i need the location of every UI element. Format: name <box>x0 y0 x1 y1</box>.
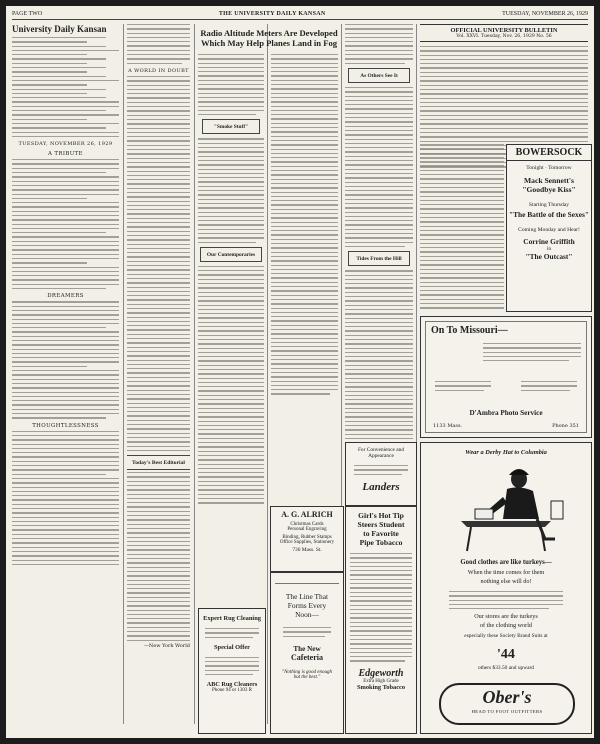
pipe-tobacco-ad <box>345 506 417 734</box>
studio-address: 1133 Mass. <box>433 423 463 429</box>
others-see-box <box>348 68 410 83</box>
bulletin-volume: Vol. XXVI. Tuesday, Nov. 26, 1929 No. 56 <box>456 34 552 39</box>
bowersock-line-5: "The Battle of the Sexes" <box>508 210 590 219</box>
alrich-name: A. G. ALRICH <box>281 510 333 519</box>
alrich-line-3: Binding, Rubber Stamps <box>282 535 332 540</box>
tides-title: Tides From the Hill <box>356 256 402 263</box>
alrich-ad <box>270 506 344 572</box>
smoke-stuff-title: "Smoke Stuff" <box>213 124 249 131</box>
bowersock-line-9: "The Outcast" <box>525 252 573 261</box>
edgeworth-brand: Edgeworth <box>358 667 404 679</box>
rug-special: Special Offer <box>213 643 251 651</box>
alrich-line-1: Christmas Cards <box>290 522 324 527</box>
editorial-signature: —New York World <box>143 642 190 649</box>
suit-price-note: others $33.50 and upward <box>478 665 534 671</box>
cafeteria-line-1: The Line That <box>285 592 329 601</box>
editorial-heading-dreamers: DREAMERS <box>47 293 84 300</box>
bowersock-ad <box>506 144 592 312</box>
tobacco-line-3: to Favorite <box>363 529 399 538</box>
newspaper-name: THE UNIVERSITY DAILY KANSAN <box>218 11 326 17</box>
rug-cleaning-ad <box>198 608 266 734</box>
bowersock-line-7: Corrine Griffith <box>523 237 575 246</box>
derby-line-5: of the clothing world <box>479 622 533 629</box>
bulletin-title: OFFICIAL UNIVERSITY BULLETIN <box>450 27 558 34</box>
page-header <box>12 9 588 20</box>
derby-line-6: especially these Society Brand Suits at <box>464 633 548 639</box>
alrich-line-5: 736 Mass. St. <box>292 547 322 553</box>
tobacco-line-2: Steers Student <box>357 520 405 529</box>
rug-company: ABC Rug Cleaners <box>206 681 258 689</box>
smoke-stuff-box <box>202 119 260 134</box>
column-2 <box>127 24 190 726</box>
tobacco-line-4: Pipe Tobacco <box>359 538 403 547</box>
obers-name: Ober's <box>482 687 532 707</box>
main-headline-block <box>196 28 342 48</box>
bowersock-line-2: Mack Sennett's <box>524 176 574 185</box>
best-editorial-heading: Today's Best Editorial <box>132 460 185 467</box>
alrich-line-4: Office Supplies, Stationery <box>279 540 335 545</box>
derby-title: Wear a Derby Hat to Columbia <box>465 449 547 456</box>
derby-line-2: When the time comes for them <box>467 569 545 576</box>
contemporaries-title: Our Contemporaries <box>206 251 256 258</box>
landers-line-1: For Convenience and Appearance <box>357 447 405 459</box>
headline-line-1: Radio Altitude Meters Are Developed <box>200 28 338 38</box>
edgeworth-sub-1: Extra High Grade <box>363 678 399 684</box>
obers-logo <box>439 683 575 725</box>
derby-line-1: Good clothes are like turkeys— <box>460 559 552 566</box>
rug-title: Expert Rug Cleaning <box>203 615 261 622</box>
issue-date: TUESDAY, NOVEMBER 26, 1929 <box>502 11 588 17</box>
editorial-heading-tribute: A TRIBUTE <box>47 151 84 158</box>
editorial-heading-world-doubt: A WORLD IN DOUBT <box>128 67 189 74</box>
headline-line-2: Which May Help Planes Land in Fog <box>200 38 338 48</box>
landers-ad <box>345 442 417 506</box>
bowersock-line-8: in <box>546 246 552 252</box>
column-1 <box>12 24 119 726</box>
landers-name: Landers <box>362 480 400 493</box>
bowersock-line-3: "Goodbye Kiss" <box>522 185 576 194</box>
derby-hat-ad <box>420 442 592 734</box>
page-number: PAGE TWO <box>12 11 43 17</box>
bowersock-line-6: Coming Monday and Hear! <box>518 227 580 233</box>
rug-phone: Phone 94 or 1303 R <box>212 688 252 694</box>
column-6-text <box>420 144 504 310</box>
missouri-ad <box>420 316 592 438</box>
bowersock-title: BOWERSOCK <box>507 147 591 161</box>
tobacco-line-1: Girl's Hot Tip <box>358 511 404 520</box>
obers-tagline: HEAD TO FOOT OUTFITTERS <box>471 709 543 714</box>
derby-line-4: Our stores are the turkeys <box>474 613 538 620</box>
derby-line-3: nothing else will do! <box>480 578 532 585</box>
masthead-date: TUESDAY, NOVEMBER 26, 1929 <box>18 141 113 148</box>
edgeworth-sub-2: Smoking Tobacco <box>356 683 406 691</box>
contemporaries-box <box>200 247 262 262</box>
man-at-table-illustration-icon <box>441 461 571 553</box>
newspaper-page <box>6 6 594 738</box>
alrich-line-2: Personal Engraving <box>287 527 327 532</box>
cafeteria-line-4: The New <box>293 644 321 653</box>
tides-box <box>348 251 410 266</box>
cafeteria-line-5: Cafeteria <box>291 652 323 662</box>
missouri-title: On To Missouri— <box>431 325 508 336</box>
editorial-heading-thoughtlessness: THOUGHTLESSNESS <box>32 422 99 429</box>
others-see-title: As Others See It <box>360 72 398 79</box>
cafeteria-line-6: "Nothing is good enough but the best." <box>281 669 333 680</box>
cafeteria-line-3: Noon— <box>295 610 319 619</box>
bowersock-line-1: Tonight · Tomorrow <box>526 165 572 171</box>
suit-price: '44 <box>497 647 515 662</box>
cafeteria-line-2: Forms Every <box>287 601 327 610</box>
photo-studio-name: D'Ambra Photo Service <box>469 409 543 417</box>
masthead-title: University Daily Kansan <box>12 24 107 34</box>
bowersock-line-4: Starting Thursday <box>528 202 570 208</box>
cafeteria-ad <box>270 572 344 734</box>
studio-phone: Phone 351 <box>552 423 579 429</box>
